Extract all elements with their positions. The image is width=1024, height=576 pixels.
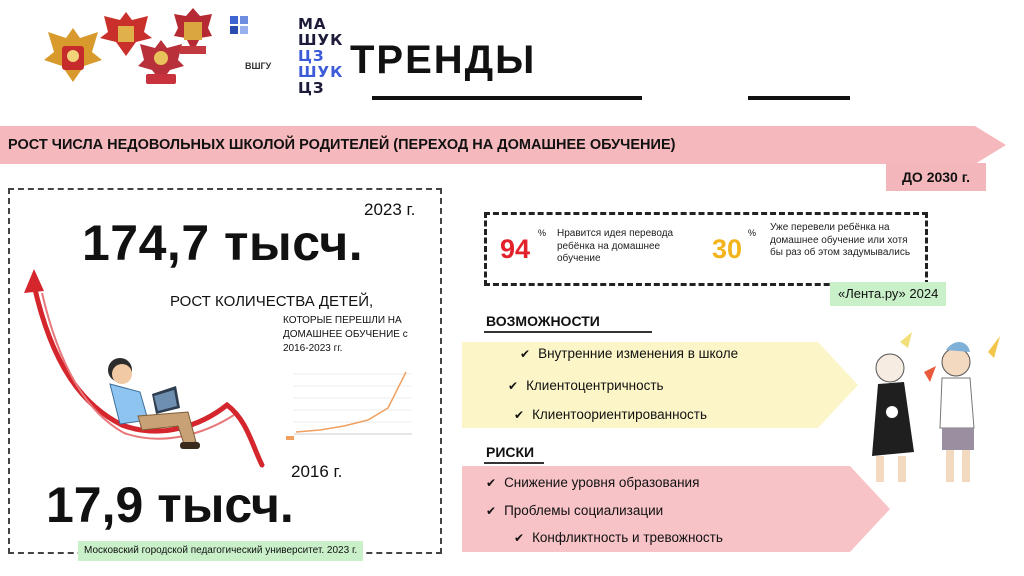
growth-title: РОСТ КОЛИЧЕСТВА ДЕТЕЙ,	[170, 293, 374, 310]
risk-item-label: Конфликтность и тревожность	[532, 530, 723, 545]
opportunity-item-label: Клиентоцентричность	[526, 378, 664, 393]
stat-94-value: 94	[500, 234, 531, 264]
slide-title: ТРЕНДЫ	[350, 38, 537, 82]
brand-line-1: МА	[298, 15, 327, 33]
growth-subtitle: КОТОРЫЕ ПЕРЕШЛИ НА ДОМАШНЕЕ ОБУЧЕНИЕ с 2016-2023 гг.	[283, 315, 408, 354]
mini-growth-chart	[280, 360, 418, 442]
brand-line-4: ШУК	[298, 63, 344, 81]
check-icon: ✔	[514, 531, 525, 545]
partner-logos	[40, 6, 344, 97]
opportunity-item	[514, 407, 707, 422]
opportunity-item	[508, 378, 664, 393]
university-crest-logo	[172, 6, 214, 58]
title-underline-right	[748, 96, 850, 100]
stat-94-percent-sign: %	[538, 228, 547, 238]
brand-line-3: ЦЗ	[298, 47, 325, 65]
arguing-kids-illustration	[860, 332, 1020, 492]
person-with-laptop-illustration	[92, 350, 212, 460]
risks-underline	[484, 462, 544, 464]
opportunities-underline	[484, 331, 652, 333]
risks-heading: РИСКИ	[486, 444, 535, 460]
value-2023: 174,7 тысч.	[82, 215, 364, 271]
check-icon: ✔	[514, 408, 525, 422]
brand-line-2: ШУК	[298, 31, 344, 49]
deadline-badge: ДО 2030 г.	[886, 163, 986, 191]
vshgu-logo-icon	[228, 14, 252, 38]
brand-line-5: ЦЗ	[298, 79, 325, 97]
check-icon: ✔	[508, 379, 519, 393]
risk-item	[486, 503, 663, 518]
year-2016-label: 2016 г.	[291, 462, 343, 481]
coat-of-arms-logo	[40, 22, 106, 86]
opportunity-item-label: Внутренние изменения в школе	[538, 346, 739, 361]
year-2023-label: 2023 г.	[364, 200, 416, 219]
growth-source-badge: Московский городской педагогический университет. 2023 г.	[78, 541, 363, 561]
stat-94-description: Нравится идея перевода ребёнка на домашнее обучение	[557, 228, 674, 264]
risk-item-label: Проблемы социализации	[504, 503, 664, 518]
check-icon: ✔	[486, 476, 497, 490]
stat-30-description: Уже перевели ребёнка на домашнее обучение или хотя бы раз об этом задумывались	[770, 222, 911, 258]
check-icon: ✔	[486, 504, 497, 518]
opportunity-item	[520, 346, 738, 361]
opportunities-heading: ВОЗМОЖНОСТИ	[486, 313, 600, 329]
check-icon: ✔	[520, 347, 531, 361]
vshgu-label: ВШГУ	[245, 61, 272, 71]
survey-source-badge: «Лента.ру» 2024	[830, 282, 946, 306]
stat-30-percent-sign: %	[748, 228, 757, 238]
risk-item-label: Снижение уровня образования	[504, 475, 700, 490]
opportunity-item-label: Клиентоориентированность	[532, 407, 708, 422]
value-2016: 17,9 тысч.	[46, 477, 294, 533]
mashuk-brand-text	[298, 16, 343, 96]
risk-item	[514, 530, 723, 545]
trend-banner-text: РОСТ ЧИСЛА НЕДОВОЛЬНЫХ ШКОЛОЙ РОДИТЕЛЕЙ (ПЕРЕХОД НА ДОМАШНЕЕ ОБУЧЕНИЕ)	[8, 137, 676, 153]
risk-item	[486, 475, 699, 490]
title-underline-left	[372, 96, 642, 100]
stat-30-value: 30	[712, 234, 743, 264]
